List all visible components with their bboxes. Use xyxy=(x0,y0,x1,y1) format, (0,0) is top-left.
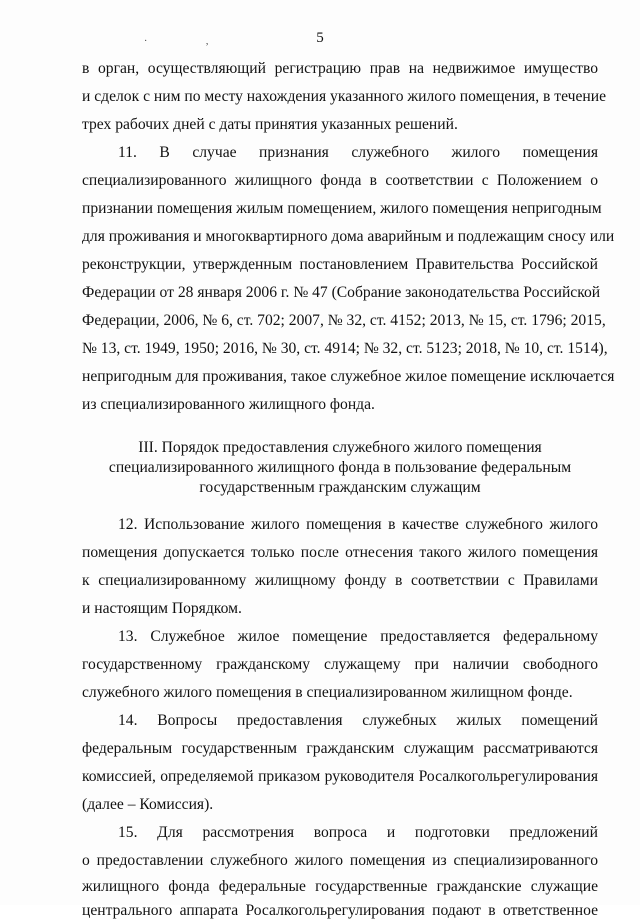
paragraph-15-line: о предоставлении служебного жилого помещения из специализированного xyxy=(82,852,598,869)
paragraph-12-line: 12. Использование жилого помещения в качестве служебного жилого xyxy=(118,516,598,533)
paragraph-12-line: помещения допускается только после отнесения такого жилого помещения xyxy=(82,544,598,561)
paragraph-13-line: служебного жилого помещения в специализированном жилищном фонде. xyxy=(82,684,573,701)
paragraph-11-line: реконструкции, утвержденным постановлением Правительства Российской xyxy=(82,256,598,273)
paragraph-11-line: непригодным для проживания, такое служебное жилое помещение исключается xyxy=(82,368,615,385)
paragraph-11-line: из специализированного жилищного фонда. xyxy=(82,396,375,413)
section-heading: специализированного жилищного фонда в пользование федеральным xyxy=(108,459,572,476)
paragraph-15-line: центрального аппарата Росалкогольрегулирования подают в ответственное xyxy=(82,902,598,919)
text-line: трех рабочих дней с даты принятия указанных решений. xyxy=(82,116,458,133)
paragraph-11-line: № 13, ст. 1949, 1950; 2016, № 30, ст. 4914; № 32, ст. 5123; 2018, № 10, ст. 1514), xyxy=(82,340,608,357)
paragraph-14-line: комиссией, определяемой приказом руководителя Росалкогольрегулирования xyxy=(82,768,598,785)
paragraph-13-line: государственному гражданскому служащему при наличии свободного xyxy=(82,656,598,673)
paragraph-11-line: Федерации, 2006, № 6, ст. 702; 2007, № 32, ст. 4152; 2013, № 15, ст. 1796; 2015, xyxy=(82,312,606,329)
paragraph-11-line: Федерации от 28 января 2006 г. № 47 (Собрание законодательства Российской xyxy=(82,284,601,301)
paragraph-11-line: специализированного жилищного фонда в соответствии с Положением о xyxy=(82,172,598,189)
paragraph-14-line: федеральным государственным гражданским служащим рассматриваются xyxy=(82,740,598,757)
text-line: в орган, осуществляющий регистрацию прав на недвижимое имущество xyxy=(82,60,598,77)
paragraph-11-line: для проживания и многоквартирного дома аварийным и подлежащим сносу или xyxy=(82,228,615,245)
paragraph-12-line: и настоящим Порядком. xyxy=(82,600,242,617)
page-number: 5 xyxy=(316,30,324,46)
paragraph-15-line: 15. Для рассмотрения вопроса и подготовки предложений xyxy=(118,824,598,841)
paragraph-11-line: признании помещения жилым помещением, жилого помещения непригодным xyxy=(82,200,602,217)
section-heading: III. Порядок предоставления служебного жилого помещения xyxy=(138,439,542,456)
paragraph-14-line: (далее – Комиссия). xyxy=(82,796,214,813)
paragraph-13-line: 13. Служебное жилое помещение предоставляется федеральному xyxy=(118,628,598,645)
paragraph-14-line: 14. Вопросы предоставления служебных жилых помещений xyxy=(118,712,598,729)
paragraph-12-line: к специализированному жилищному фонду в соответствии с Правилами xyxy=(82,572,598,589)
paragraph-11-line: 11. В случае признания служебного жилого помещения xyxy=(118,144,598,161)
paragraph-15-line: жилищного фонда федеральные государственные гражданские служащие xyxy=(82,878,598,895)
scan-marks: · , xyxy=(144,36,237,47)
text-line: и сделок с ним по месту нахождения указанного жилого помещения, в течение xyxy=(82,88,606,105)
section-heading: государственным гражданским служащим xyxy=(199,479,481,496)
